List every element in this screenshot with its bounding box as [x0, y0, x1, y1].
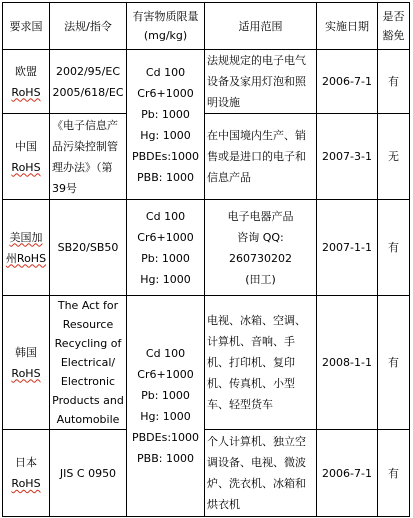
header-scope: [205, 3, 317, 50]
exempt-cell: [378, 430, 410, 517]
limit-item: PBDEs:1000: [131, 431, 200, 444]
limit-cell: [127, 50, 205, 200]
law-line: Electrical/: [60, 356, 116, 369]
limit-item: Pb: 1000: [141, 107, 190, 121]
scope-text: 电视、冰箱、空调、计算机、音响、手机、打印机、复印机、传真机、小型车、轻型货车: [207, 314, 306, 411]
country-cell: [3, 200, 50, 296]
law-line: 2002/95/EC: [55, 64, 121, 78]
scope-line: (田工): [245, 272, 276, 286]
limit-cell: [127, 296, 205, 517]
header-exempt-label-2: 豁免: [382, 29, 405, 42]
exempt-cell: [378, 50, 410, 114]
header-limit-label: 有害物质限量: [132, 10, 199, 23]
country-cell: [3, 296, 50, 430]
country-name: 中国: [15, 139, 37, 153]
date-text: 2007-1-1: [322, 241, 372, 254]
law-cell: [50, 430, 127, 517]
exempt-text: 有: [388, 75, 399, 88]
limit-item: Cr6+1000: [137, 230, 194, 244]
country-cell: [3, 50, 50, 114]
header-limit: [127, 3, 205, 50]
exempt-cell: [378, 200, 410, 296]
scope-text: 个人计算机、独立空调设备、电视、微波炉、洗衣机、冰箱和烘衣机: [207, 435, 306, 511]
scope-cell: [205, 50, 317, 114]
date-text: 2006-7-1: [322, 466, 372, 480]
law-line: Recycling of: [54, 337, 122, 350]
limit-item: Hg: 1000: [140, 410, 191, 423]
header-exempt: [378, 3, 410, 50]
country-name: 日本: [15, 456, 37, 469]
date-cell: [317, 114, 378, 200]
exempt-cell: [378, 114, 410, 200]
limit-item: Pb: 1000: [141, 251, 190, 265]
scope-line: 260730202: [229, 251, 292, 265]
law-cell: [50, 200, 127, 296]
table-row: [3, 50, 410, 114]
header-limit-unit: (mg/kg): [143, 29, 188, 42]
scope-text: 在中国境内生产、销售或是进口的电子和信息产品: [207, 129, 306, 184]
limit-item: Cd 100: [145, 347, 186, 360]
scope-cell: [205, 296, 317, 430]
limit-item: PBB: 1000: [137, 452, 194, 465]
date-text: 2007-3-1: [322, 150, 372, 163]
scope-cell: [205, 200, 317, 296]
header-exempt-label-1: 是否: [382, 10, 405, 23]
law-line: The Act for: [57, 299, 119, 312]
exempt-text: 有: [388, 466, 399, 480]
header-law-label: 法规/指令: [64, 19, 112, 33]
country-name: 美国加州RoHS: [5, 230, 47, 265]
scope-line: 电子电器产品: [227, 209, 294, 223]
date-cell: [317, 296, 378, 430]
country-rohs: RoHS: [11, 366, 41, 380]
rohs-regulations-table: [2, 2, 410, 517]
country-cell: [3, 430, 50, 517]
header-country-label: 要求国: [9, 19, 43, 33]
header-row: [3, 3, 410, 50]
scope-cell: [205, 114, 317, 200]
exempt-text: 有: [388, 241, 399, 254]
table-row: [3, 296, 410, 430]
law-line: Products and: [52, 394, 124, 407]
table-row: [3, 430, 410, 517]
country-name: 欧盟: [15, 64, 37, 78]
limit-item: PBDEs:1000: [131, 149, 200, 163]
table-row: [3, 114, 410, 200]
law-line: Electronic: [60, 375, 116, 388]
exempt-text: 无: [388, 150, 399, 163]
law-text: 《电子信息产品污染控制管理办法》（第39号: [52, 118, 118, 195]
limit-item: Pb: 1000: [141, 389, 190, 402]
scope-text: 法规规定的电子电气设备及家用灯泡和照明设施: [207, 54, 306, 109]
header-law: [50, 3, 127, 50]
country-rohs: RoHS: [11, 160, 41, 174]
date-text: 2008-1-1: [322, 356, 372, 369]
law-text: SB20/SB50: [57, 241, 119, 254]
country-cell: [3, 114, 50, 200]
date-text: 2006-7-1: [322, 75, 372, 88]
header-scope-label: 适用范围: [238, 19, 283, 33]
limit-item: Cd 100: [145, 65, 186, 79]
law-cell: [50, 296, 127, 430]
scope-line: 咨询 QQ:: [237, 230, 284, 244]
header-date: [317, 3, 378, 50]
date-cell: [317, 200, 378, 296]
law-text: JIS C 0950: [59, 466, 117, 480]
country-rohs: RoHS: [11, 85, 41, 99]
exempt-cell: [378, 296, 410, 430]
date-cell: [317, 50, 378, 114]
limit-item: Hg: 1000: [140, 272, 191, 286]
table-row: [3, 200, 410, 296]
scope-cell: [205, 430, 317, 517]
country-name: 韩国: [15, 345, 37, 359]
limit-item: Cr6+1000: [137, 86, 194, 100]
country-rohs: RoHS: [11, 477, 41, 490]
limit-item: Cd 100: [145, 209, 186, 223]
law-cell: [50, 114, 127, 200]
law-line: 2005/618/EC: [52, 85, 124, 99]
header-date-label: 实施日期: [325, 19, 369, 33]
header-country: [3, 3, 50, 50]
limit-cell: [127, 200, 205, 296]
law-line: Resource: [62, 318, 114, 331]
law-line: Automobile: [56, 413, 120, 426]
limit-item: Cr6+1000: [137, 368, 194, 381]
limit-item: Hg: 1000: [140, 128, 191, 142]
law-cell: [50, 50, 127, 114]
limit-item: PBB: 1000: [137, 170, 194, 184]
exempt-text: 有: [388, 356, 399, 369]
date-cell: [317, 430, 378, 517]
